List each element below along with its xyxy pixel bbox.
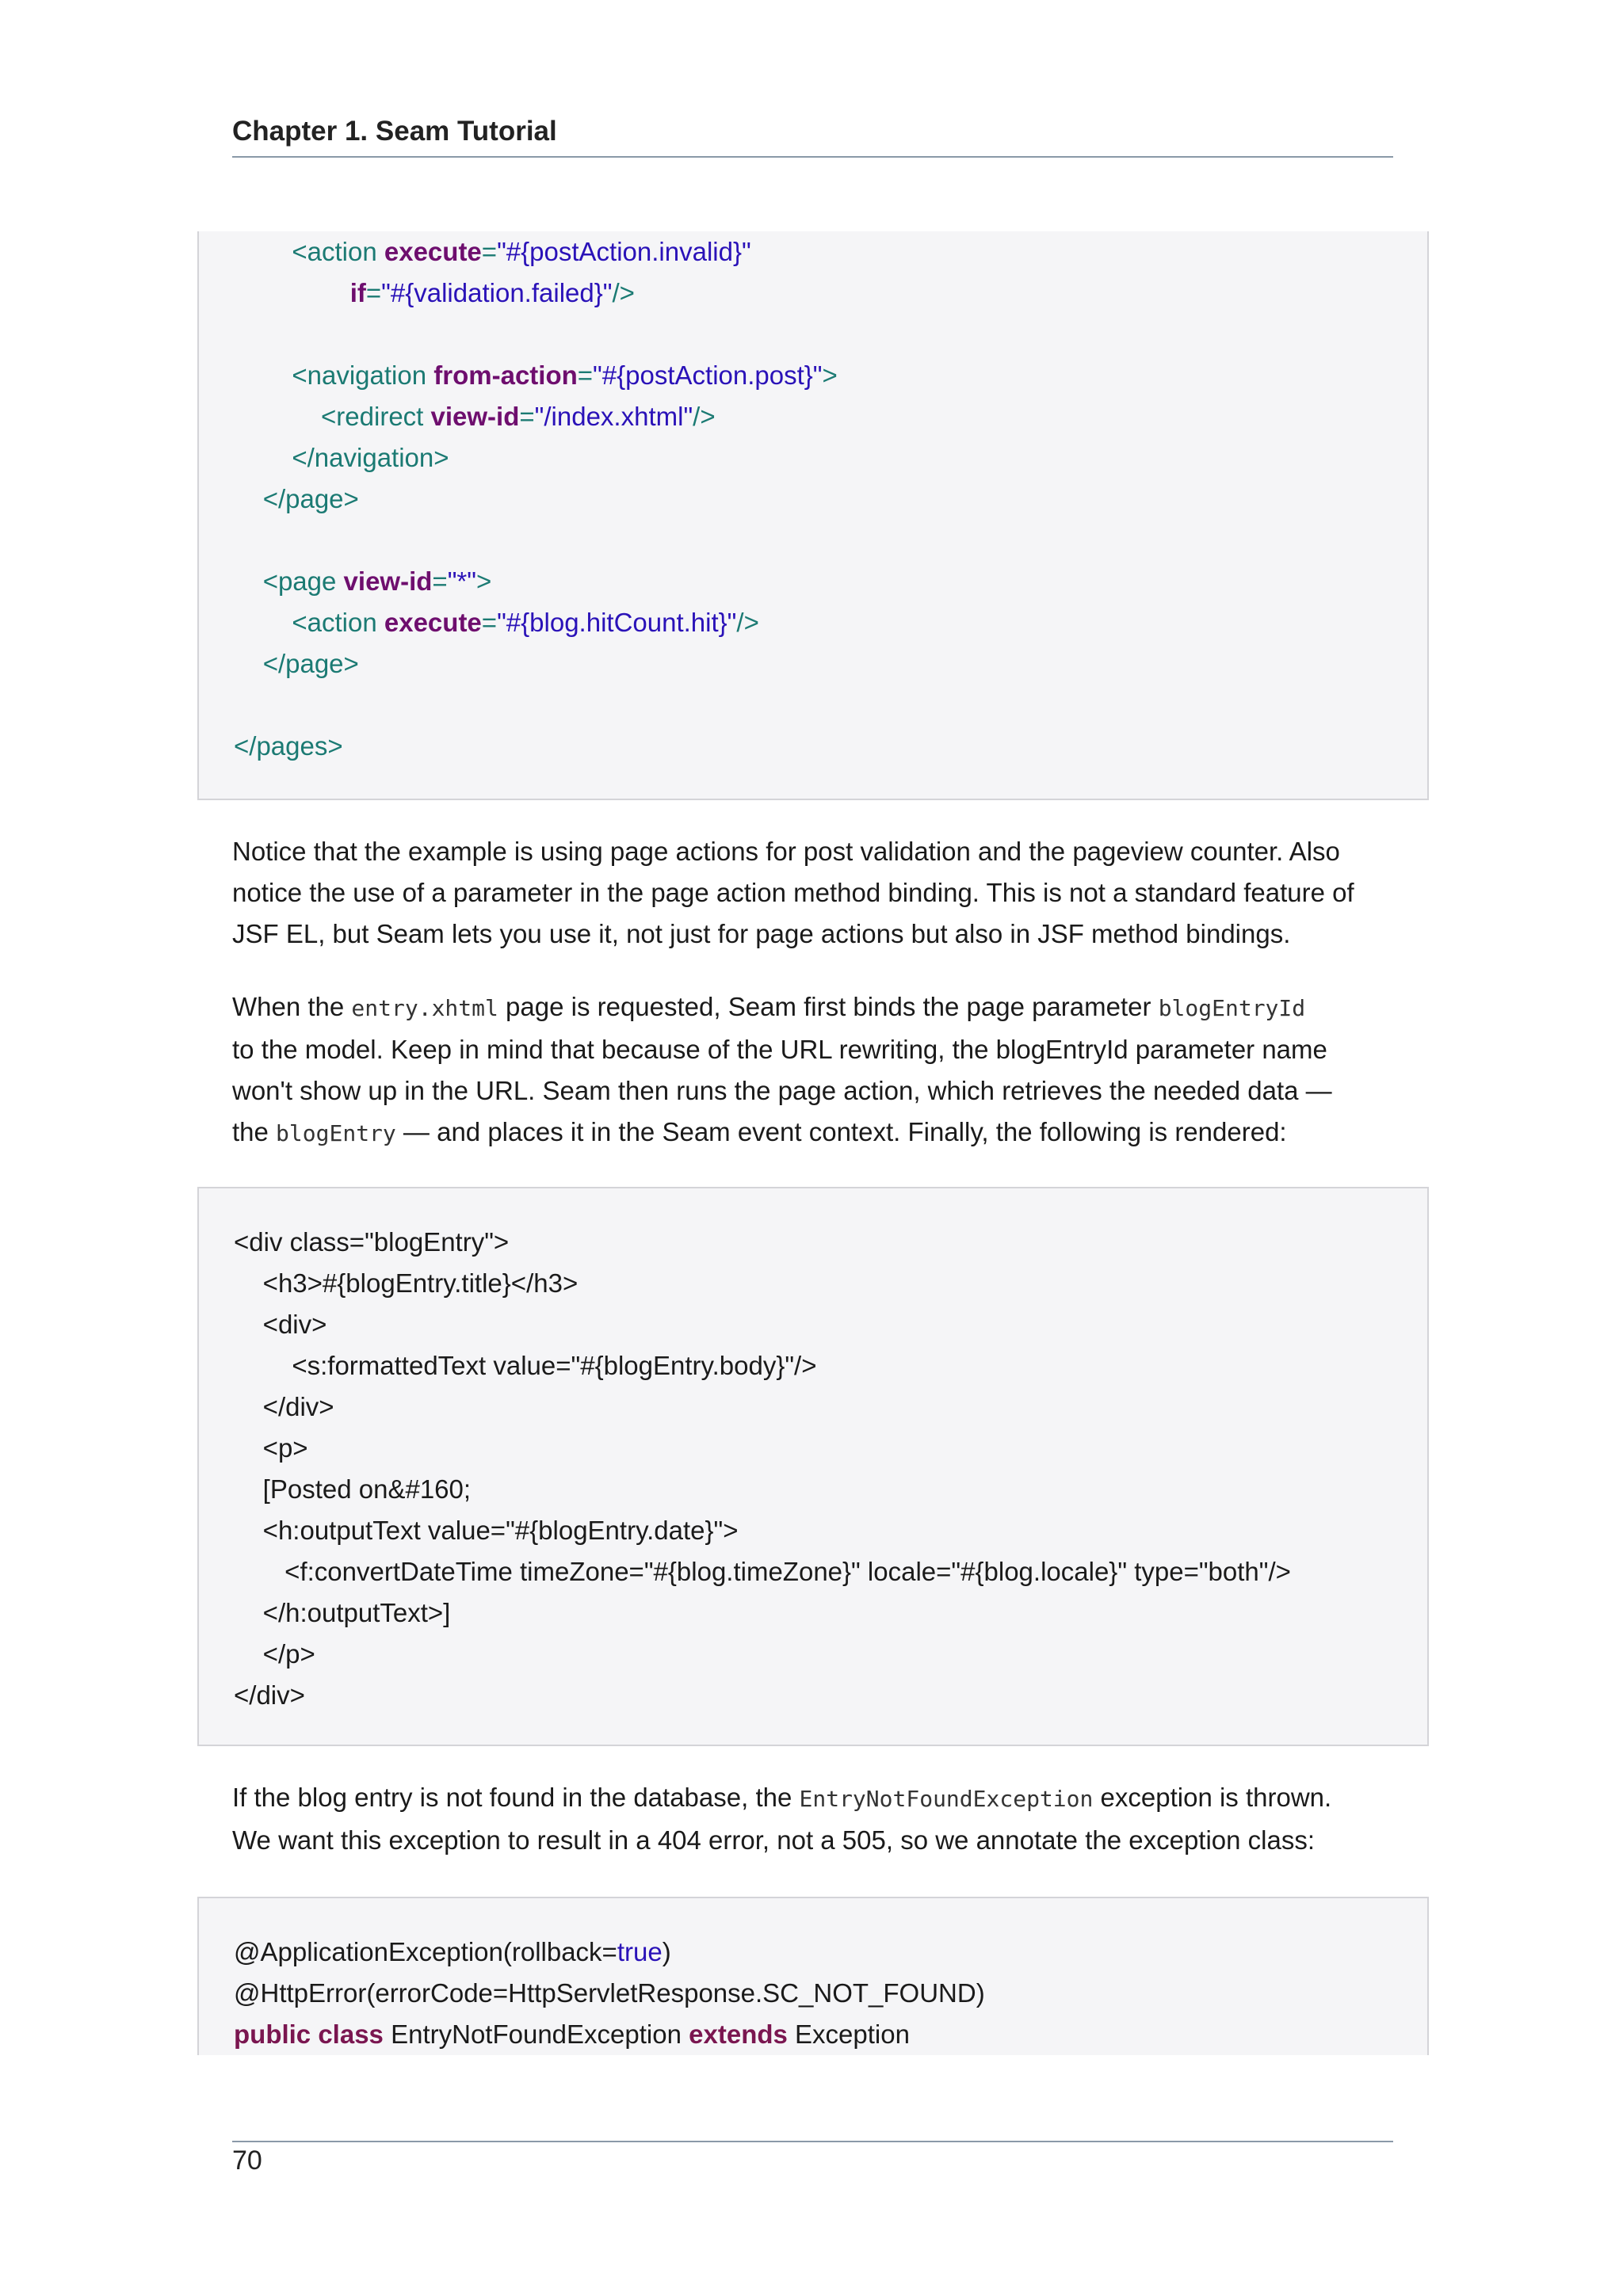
code-line-blank [234,520,1427,561]
code-line: public class EntryNotFoundException extends Exception [234,2019,910,2049]
inline-code-entry-xhtml: entry.xhtml [351,995,498,1021]
code-line: if="#{validation.failed}"/> [349,278,635,307]
code-line: <s:formattedText value="#{blogEntry.body}"/> [234,1351,817,1380]
code-line: <h:outputText value="#{blogEntry.date}"> [234,1516,739,1545]
code-line: <redirect view-id="/index.xhtml"/> [321,402,716,431]
code-line: </pages> [234,731,343,761]
paragraph-entry-request: When the entry.xhtml page is requested, Seam first binds the page parameter blogEntryId to the model. Keep in mind that because of the URL rewriting, the blogEntryId parameter name won't show up in the URL. Seam then runs the page action, which retrieves the needed data — the blogEntry — and places it in the Seam event context. Finally, the following is rendered: [232,992,1332,1146]
code-line: </p> [234,1639,315,1669]
code-block-rendered-html [197,1187,1429,1746]
header-divider [232,156,1393,158]
code-line: <action execute="#{postAction.invalid}" [292,237,751,266]
code-line: [Posted on&#160; [234,1474,472,1504]
code-line: <div> [234,1310,327,1339]
code-line: <action execute="#{blog.hitCount.hit}"/> [292,608,759,637]
code-line-blank [234,314,1427,355]
code-line: <page view-id="*"> [262,566,492,596]
inline-code-blog-entry: blogEntry [276,1120,396,1146]
code-line: </page> [262,484,359,513]
code-line: <navigation from-action="#{postAction.post}"> [292,360,838,390]
code-line: </div> [234,1680,305,1710]
paragraph-exception: If the blog entry is not found in the database, the EntryNotFoundException exception is thrown. We want this exception to result in a 404 error, not a 505, so we annotate the exception class: [232,1783,1332,1855]
code-line: @HttpError(errorCode=HttpServletResponse.SC_NOT_FOUND) [234,1978,985,2008]
code-line: <h3>#{blogEntry.title}</h3> [234,1268,579,1298]
code-line: </h:outputText>] [234,1598,451,1627]
footer-divider [232,2141,1393,2142]
code-line: @ApplicationException(rollback=true) [234,1937,671,1966]
code-line: <p> [234,1433,308,1463]
chapter-header: Chapter 1. Seam Tutorial [232,116,557,147]
code-block-java-exception [197,1897,1429,2055]
code-line: </div> [234,1392,334,1421]
inline-code-blog-entry-id: blogEntryId [1158,995,1306,1021]
code-block-pages-xml [197,231,1429,800]
code-line: </navigation> [292,443,449,472]
code-line: <f:convertDateTime timeZone="#{blog.timeZone}" locale="#{blog.locale}" type="both"/> [234,1557,1291,1586]
code-line: <div class="blogEntry"> [234,1227,510,1257]
code-line-blank [234,685,1427,726]
paragraph-page-actions: Notice that the example is using page actions for post validation and the pageview counter. Also notice the use of a parameter in the page action method binding. This is not a standard feature of JSF EL, but Seam lets you use it, not just for page actions but also in JSF method bindings. [232,837,1354,948]
page-number: 70 [232,2145,262,2176]
code-line: </page> [262,649,359,678]
inline-code-entry-not-found-exception: EntryNotFoundException [799,1786,1094,1812]
